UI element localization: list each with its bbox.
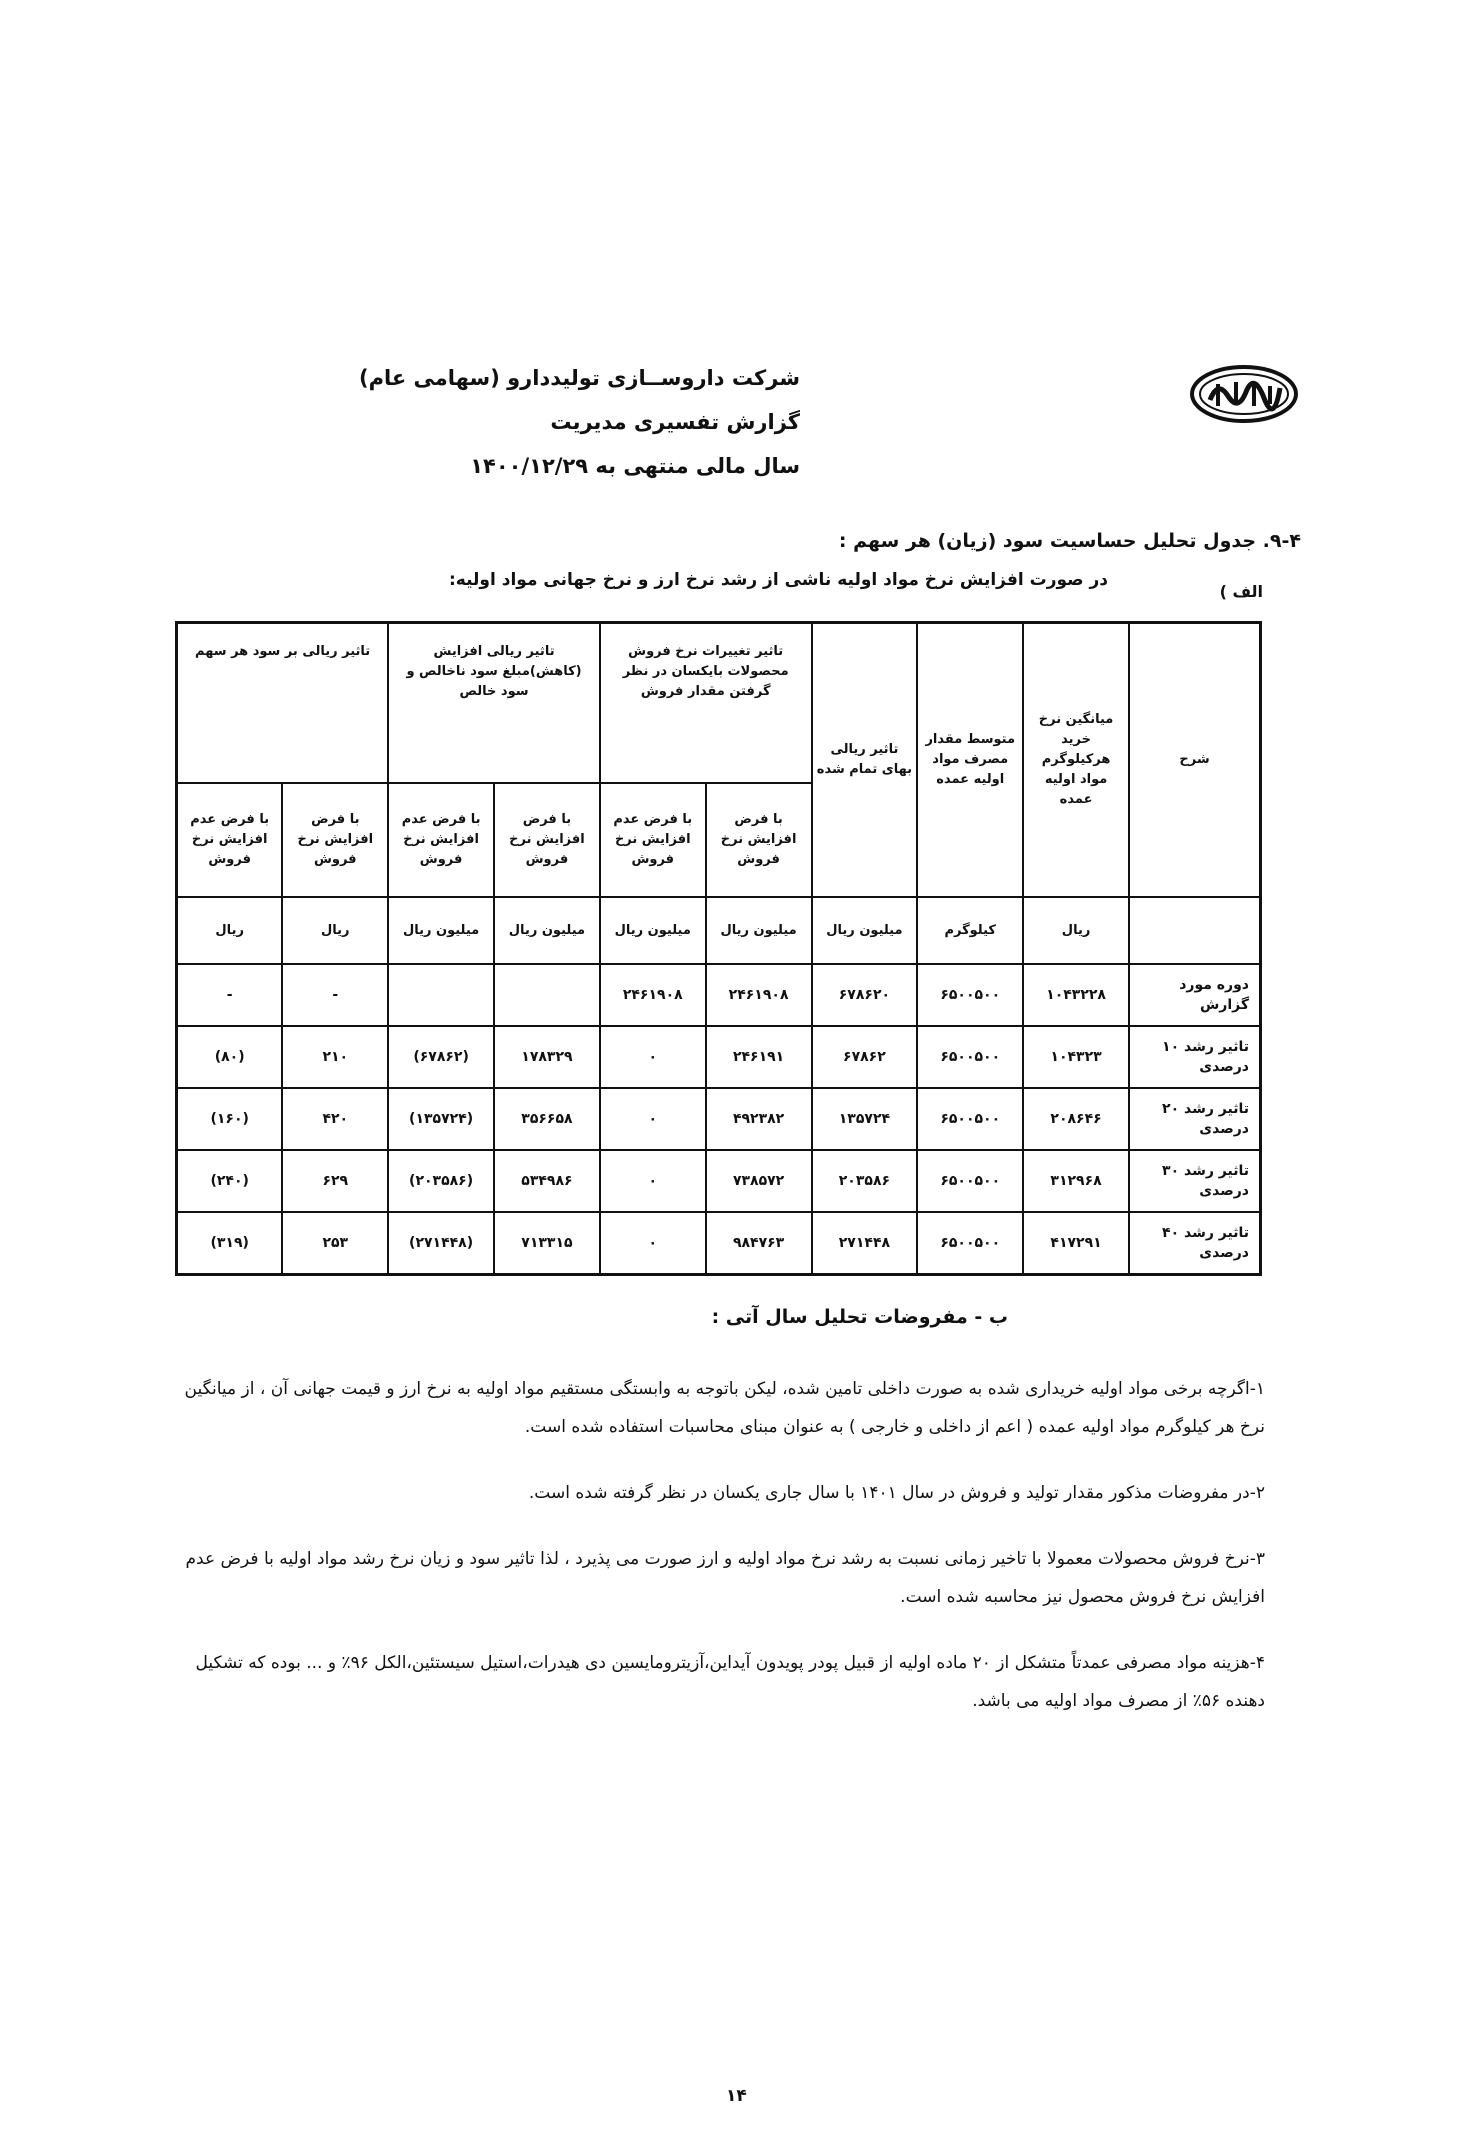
table-row [177,1026,1261,1088]
unit-cell: میلیون ریال [706,897,812,964]
table-row [177,1088,1261,1150]
table-cell: - [177,964,283,1026]
assumption-item: ۱-اگرچه برخی مواد اولیه خریداری شده به صورت داخلی تامین شده، لیکن باتوجه به وابستگی مستقیم مواد اولیه به نرخ ارز و قیمت جهانی آن ، از میانگین نرخ هر کیلوگرم مواد اولیه عمده ( اعم از داخلی و خارجی ) به عنوان مبنای محاسبات استفاده شده است. [184,1379,1265,1437]
table-cell: (۸۰) [177,1026,283,1088]
table-cell: (۱۶۰) [177,1088,283,1150]
assumptions-list [180,1370,1265,1748]
table-cell: ۲۷۱۴۴۸ [812,1212,918,1275]
table-cell: (۲۴۰) [177,1150,283,1212]
table-cell: ۴۹۲۳۸۲ [706,1088,812,1150]
header-avg-qty: متوسط مقدار مصرف مواد اولیه عمده [917,623,1023,898]
header-assume-increase: با فرض افزایش نرخ فروش [282,783,388,897]
header-assume-no-increase: با فرض عدم افزایش نرخ فروش [177,783,283,897]
table-cell: ۱۳۵۷۲۴ [812,1088,918,1150]
unit-cell: میلیون ریال [388,897,494,964]
company-logo [1188,362,1300,426]
table-cell: ۲۰۳۵۸۶ [812,1150,918,1212]
assumption-item: ۴-هزینه مواد مصرفی عمدتاً متشکل از ۲۰ ماده اولیه از قبیل پودر پویدون آیداین،آزیترومایسین دی هیدرات،استیل سیستئین،الکل ۹۶٪ و ... بوده که تشکیل دهنده ۵۶٪ از مصرف مواد اولیه می باشد. [195,1653,1265,1711]
table-cell: ۱۰۴۳۲۳ [1023,1026,1129,1088]
header-assume-increase: با فرض افزایش نرخ فروش [706,783,812,897]
table-cell: (۲۰۳۵۸۶) [388,1150,494,1212]
table-cell: ۲۵۳ [282,1212,388,1275]
header-price-change-effect: تاثیر تغییرات نرخ فروش محصولات بایکسان در نظر گرفتن مقدار فروش [600,623,812,784]
unit-cell: ریال [177,897,283,964]
table-cell: ۶۵۰۰۵۰۰ [917,964,1023,1026]
company-name: شرکت داروســازی تولیددارو (سهامی عام) [359,366,800,390]
table-row [177,1212,1261,1275]
table-cell: (۶۷۸۶۲) [388,1026,494,1088]
fiscal-period: سال مالی منتهی به ۱۴۰۰/۱۲/۲۹ [470,454,800,478]
table-cell: ۱۷۸۳۲۹ [494,1026,600,1088]
table-cell: ۲۱۰ [282,1026,388,1088]
table-cell: ۶۵۰۰۵۰۰ [917,1088,1023,1150]
header-avg-price: میانگین نرخ خرید هرکیلوگرم مواد اولیه عمده [1023,623,1129,898]
header-gross-net-effect: تاثیر ریالی افزایش (کاهش)مبلغ سود ناخالص و سود خالص [388,623,600,784]
unit-cell: ریال [282,897,388,964]
page-number: ۱۴ [726,2086,747,2106]
table-cell: ۶۵۰۰۵۰۰ [917,1212,1023,1275]
table-cell: ۶۲۹ [282,1150,388,1212]
row-label: تاثیر رشد ۲۰ درصدی [1129,1088,1261,1150]
unit-cell: میلیون ریال [494,897,600,964]
table-cell [388,964,494,1026]
table-cell: ۰ [600,1088,706,1150]
table-cell: ۲۴۶۱۹۰۸ [600,964,706,1026]
assumptions-title: ب - مفروضات تحلیل سال آتی : [711,1306,1008,1328]
unit-cell: میلیون ریال [600,897,706,964]
row-label: تاثیر رشد ۳۰ درصدی [1129,1150,1261,1212]
header-assume-no-increase: با فرض عدم افزایش نرخ فروش [388,783,494,897]
table-cell: ۳۵۶۶۵۸ [494,1088,600,1150]
report-title: گزارش تفسیری مدیریت [550,410,800,434]
header-eps-effect: تاثیر ریالی بر سود هر سهم [177,623,389,784]
table-cell: ۶۷۸۶۲۰ [812,964,918,1026]
header-row-1 [177,623,1261,784]
table-cell: ۲۴۶۱۹۱ [706,1026,812,1088]
table-cell: ۰ [600,1026,706,1088]
table-cell: ۷۳۸۵۷۲ [706,1150,812,1212]
unit-blank [1129,897,1261,964]
section-subtitle: در صورت افزایش نرخ مواد اولیه ناشی از رشد نرخ ارز و نرخ جهانی مواد اولیه: [449,570,1108,590]
section-title: ۹-۴. جدول تحلیل حساسیت سود (زیان) هر سهم : [838,530,1301,552]
row-label: تاثیر رشد ۱۰ درصدی [1129,1026,1261,1088]
row-label: دوره مورد گزارش [1129,964,1261,1026]
table-cell: ۴۲۰ [282,1088,388,1150]
document-header [359,356,800,488]
table-cell: ۱۰۴۳۲۲۸ [1023,964,1129,1026]
table-cell: - [282,964,388,1026]
unit-cell: میلیون ریال [812,897,918,964]
table-row [177,964,1261,1026]
sensitivity-table [175,621,1262,1276]
table-cell: ۶۵۰۰۵۰۰ [917,1026,1023,1088]
header-rial-effect-cost: تاثیر ریالی بهای تمام شده [812,623,918,898]
table-cell: ۶۷۸۶۲ [812,1026,918,1088]
assumption-item: ۳-نرخ فروش محصولات معمولا با تاخیر زمانی نسبت به رشد نرخ مواد اولیه و ارز صورت می پذیرد ، لذا تاثیر سود و زیان نرخ رشد مواد اولیه با فرض عدم افزایش نرخ فروش محصول نیز محاسبه شده است. [185,1549,1265,1607]
table-cell: ۰ [600,1212,706,1275]
row-label: تاثیر رشد ۴۰ درصدی [1129,1212,1261,1275]
table-cell: ۷۱۳۳۱۵ [494,1212,600,1275]
header-assume-no-increase: با فرض عدم افزایش نرخ فروش [600,783,706,897]
unit-cell: ریال [1023,897,1129,964]
table-cell: ۰ [600,1150,706,1212]
section-sub-label: الف ) [1219,582,1263,601]
table-cell: ۹۸۴۷۶۳ [706,1212,812,1275]
unit-cell: کیلوگرم [917,897,1023,964]
table-cell: ۲۴۶۱۹۰۸ [706,964,812,1026]
table-cell: (۳۱۹) [177,1212,283,1275]
table-cell: ۶۵۰۰۵۰۰ [917,1150,1023,1212]
units-row [177,897,1261,964]
assumption-item: ۲-در مفروضات مذکور مقدار تولید و فروش در سال ۱۴۰۱ با سال جاری یکسان در نظر گرفته شده است. [528,1483,1265,1503]
table-cell: ۳۱۲۹۶۸ [1023,1150,1129,1212]
table-cell: (۲۷۱۴۴۸) [388,1212,494,1275]
table-row [177,1150,1261,1212]
table-cell: (۱۳۵۷۲۴) [388,1088,494,1150]
header-sharh: شرح [1129,623,1261,898]
table-cell: ۴۱۷۲۹۱ [1023,1212,1129,1275]
header-assume-increase: با فرض افزایش نرخ فروش [494,783,600,897]
table-cell: ۲۰۸۶۴۶ [1023,1088,1129,1150]
table-cell: ۵۳۴۹۸۶ [494,1150,600,1212]
table-cell [494,964,600,1026]
